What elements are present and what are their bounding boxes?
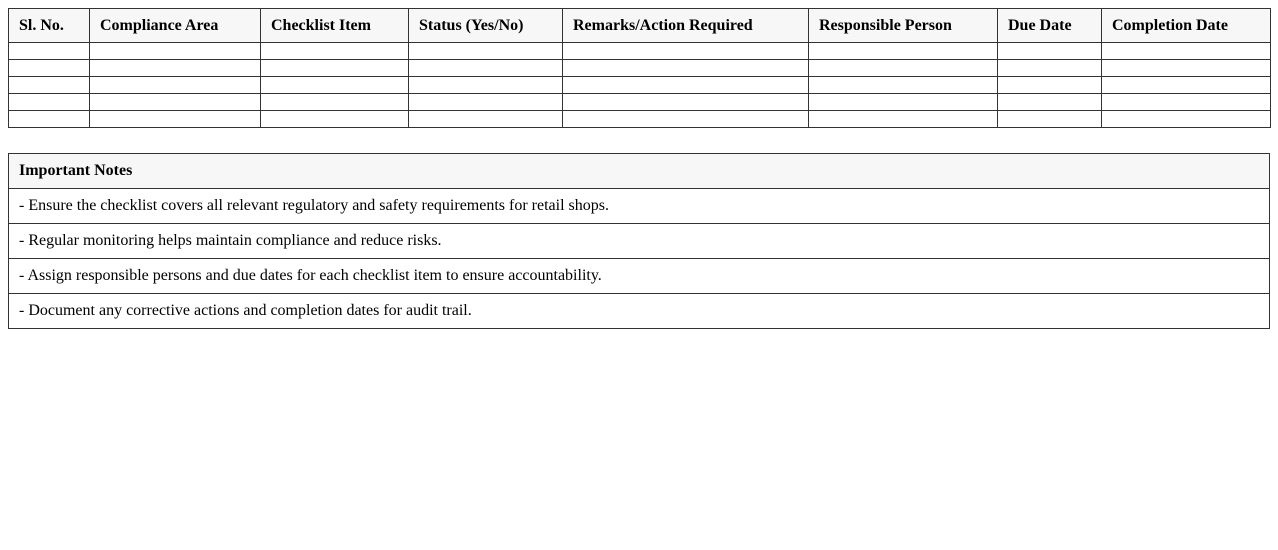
- table-cell[interactable]: [409, 60, 563, 77]
- table-cell[interactable]: [998, 60, 1102, 77]
- table-cell[interactable]: [90, 43, 261, 60]
- notes-title: Important Notes: [9, 154, 1270, 189]
- notes-header-row: [9, 154, 1270, 189]
- table-cell[interactable]: [261, 94, 409, 111]
- table-cell[interactable]: [261, 77, 409, 94]
- table-cell[interactable]: [9, 111, 90, 128]
- note-text: - Ensure the checklist covers all relevant regulatory and safety requirements for retail shops.: [9, 189, 1270, 224]
- table-cell[interactable]: [261, 60, 409, 77]
- table-cell[interactable]: [261, 43, 409, 60]
- table-cell[interactable]: [1102, 111, 1271, 128]
- table-cell[interactable]: [9, 77, 90, 94]
- table-row: [9, 94, 1271, 111]
- table-cell[interactable]: [563, 77, 809, 94]
- table-cell[interactable]: [809, 111, 998, 128]
- table-row: [9, 111, 1271, 128]
- important-notes-table: [8, 153, 1270, 329]
- note-text: - Document any corrective actions and completion dates for audit trail.: [9, 294, 1270, 329]
- table-cell[interactable]: [90, 60, 261, 77]
- table-row: [9, 43, 1271, 60]
- table-cell[interactable]: [998, 43, 1102, 60]
- header-completion-date: Completion Date: [1102, 9, 1271, 43]
- table-cell[interactable]: [1102, 43, 1271, 60]
- table-cell[interactable]: [563, 60, 809, 77]
- table-cell[interactable]: [809, 77, 998, 94]
- table-cell[interactable]: [998, 77, 1102, 94]
- table-cell[interactable]: [1102, 77, 1271, 94]
- header-due-date: Due Date: [998, 9, 1102, 43]
- header-compliance-area: Compliance Area: [90, 9, 261, 43]
- table-cell[interactable]: [809, 94, 998, 111]
- header-responsible-person: Responsible Person: [809, 9, 998, 43]
- table-cell[interactable]: [409, 111, 563, 128]
- table-cell[interactable]: [563, 111, 809, 128]
- table-cell[interactable]: [9, 43, 90, 60]
- table-cell[interactable]: [998, 94, 1102, 111]
- list-item: [9, 294, 1270, 329]
- note-text: - Assign responsible persons and due dates for each checklist item to ensure accountability.: [9, 259, 1270, 294]
- table-cell[interactable]: [90, 77, 261, 94]
- table-cell[interactable]: [563, 43, 809, 60]
- table-cell[interactable]: [409, 77, 563, 94]
- table-row: [9, 60, 1271, 77]
- table-cell[interactable]: [9, 60, 90, 77]
- table-cell[interactable]: [809, 60, 998, 77]
- list-item: [9, 224, 1270, 259]
- table-cell[interactable]: [1102, 60, 1271, 77]
- table-cell[interactable]: [90, 111, 261, 128]
- header-checklist-item: Checklist Item: [261, 9, 409, 43]
- table-cell[interactable]: [809, 43, 998, 60]
- table-row: [9, 77, 1271, 94]
- table-cell[interactable]: [1102, 94, 1271, 111]
- list-item: [9, 189, 1270, 224]
- header-sl-no: Sl. No.: [9, 9, 90, 43]
- note-text: - Regular monitoring helps maintain compliance and reduce risks.: [9, 224, 1270, 259]
- table-cell[interactable]: [9, 94, 90, 111]
- compliance-checklist-table: [8, 8, 1271, 128]
- header-status: Status (Yes/No): [409, 9, 563, 43]
- header-remarks: Remarks/Action Required: [563, 9, 809, 43]
- table-cell[interactable]: [563, 94, 809, 111]
- table-cell[interactable]: [409, 43, 563, 60]
- table-header-row: [9, 9, 1271, 43]
- table-cell[interactable]: [409, 94, 563, 111]
- table-cell[interactable]: [261, 111, 409, 128]
- table-cell[interactable]: [998, 111, 1102, 128]
- list-item: [9, 259, 1270, 294]
- table-cell[interactable]: [90, 94, 261, 111]
